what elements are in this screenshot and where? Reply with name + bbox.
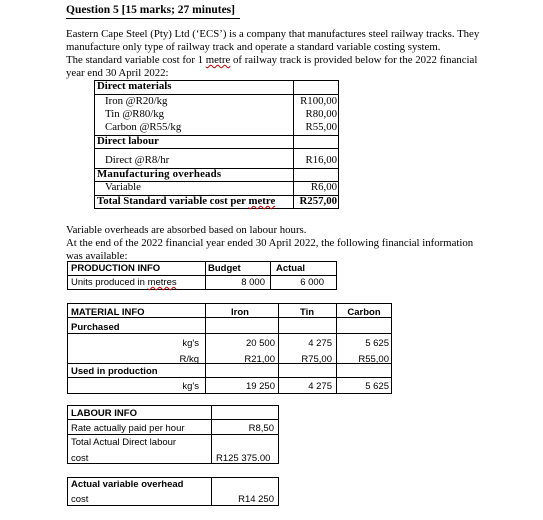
units-metres-word: metres: [147, 277, 177, 288]
tin-label: Tin @R80/kg: [105, 108, 165, 120]
direct-label: Direct @R8/hr: [105, 154, 170, 166]
direct-materials-heading: Direct materials: [97, 80, 172, 92]
used-kgs-iron: 19 250: [245, 381, 275, 392]
direct-labour-heading: Direct labour: [97, 135, 159, 147]
purchased-label: Purchased: [71, 322, 120, 333]
after-line-3: was available:: [66, 250, 128, 262]
used-kgs-tin: 4 275: [308, 381, 332, 392]
intro-line-2: manufacture only type of railway track and operate a standard variable costing system.: [66, 41, 441, 53]
used-kgs-label: kg's: [182, 381, 199, 392]
intro-line-3-part-c: of railway track is provided below for the 2022 financial: [230, 54, 478, 66]
variable-value: R6,00: [310, 181, 337, 193]
units-produced-label-a: Units produced in: [71, 277, 148, 288]
intro-line-4: year end 30 April 2022:: [66, 67, 169, 79]
rate-paid-label: Rate actually paid per hour: [71, 423, 185, 434]
total-std-cost-label: [97, 195, 275, 207]
budget-units-value: 8 000: [241, 277, 265, 288]
intro-line-3-part-a: The standard variable cost for 1: [66, 54, 206, 66]
total-labour-label-1: Total Actual Direct labour: [71, 437, 177, 448]
after-line-1: Variable overheads are absorbed based on labour hours.: [66, 224, 307, 236]
iron-value: R100,00: [300, 95, 337, 107]
purchased-rkg-iron: R21,00: [244, 354, 275, 365]
total-std-cost-metre-word: metre: [248, 195, 276, 207]
after-line-2: At the end of the 2022 financial year ended 30 April 2022, the following financial information: [66, 237, 474, 249]
overhead-label-2: cost: [71, 494, 89, 505]
used-in-production-label: Used in production: [71, 366, 158, 377]
purchased-kgs-label: kg's: [182, 338, 199, 349]
col-iron-header: Iron: [231, 307, 249, 318]
manufacturing-overheads-heading: Manufacturing overheads: [97, 168, 222, 180]
budget-header: Budget: [208, 263, 241, 274]
heading-underline: [66, 18, 240, 19]
overhead-label-1: Actual variable overhead: [71, 479, 184, 490]
overhead-value: R14 250: [238, 494, 274, 505]
carbon-value: R55,00: [305, 121, 337, 133]
total-labour-value: R125 375.00: [216, 453, 271, 464]
intro-metre-word: metre: [205, 54, 231, 66]
purchased-kgs-iron: 20 500: [245, 338, 275, 349]
production-info-header: PRODUCTION INFO: [71, 263, 161, 274]
rate-paid-value: R8,50: [248, 423, 274, 434]
purchased-kgs-carbon: 5 625: [365, 338, 389, 349]
purchased-kgs-tin: 4 275: [308, 338, 332, 349]
tin-value: R80,00: [305, 108, 337, 120]
col-tin-header: Tin: [299, 307, 315, 318]
actual-units-value: 6 000: [300, 277, 324, 288]
labour-info-header: LABOUR INFO: [71, 408, 137, 419]
variable-label: Variable: [105, 181, 141, 193]
units-produced-label: [71, 277, 177, 288]
iron-label: Iron @R20/kg: [105, 95, 168, 107]
actual-header: Actual: [276, 263, 306, 274]
col-carbon-header: Carbon: [347, 307, 381, 318]
purchased-rkg-carbon: R55,00: [358, 354, 389, 365]
question-heading: [66, 4, 235, 16]
direct-value: R16,00: [305, 154, 337, 166]
total-std-cost-label-a: Total Standard variable cost per: [97, 195, 249, 207]
total-std-cost-value: R257,00: [299, 195, 337, 207]
used-kgs-carbon: 5 625: [365, 381, 389, 392]
purchased-rkg-tin: R75,00: [301, 354, 332, 365]
question-heading-text: Question 5 [15 marks; 27 minutes]: [66, 4, 235, 16]
total-labour-label-2: cost: [71, 453, 89, 464]
purchased-rkg-label: R/kg: [179, 354, 199, 365]
material-info-header: MATERIAL INFO: [71, 307, 145, 318]
intro-line-1: Eastern Cape Steel (Pty) Ltd (‘ECS’) is a company that manufactures steel railway tracks. They: [66, 28, 480, 40]
carbon-label: Carbon @R55/kg: [105, 121, 182, 133]
intro-line-3: [66, 54, 477, 66]
